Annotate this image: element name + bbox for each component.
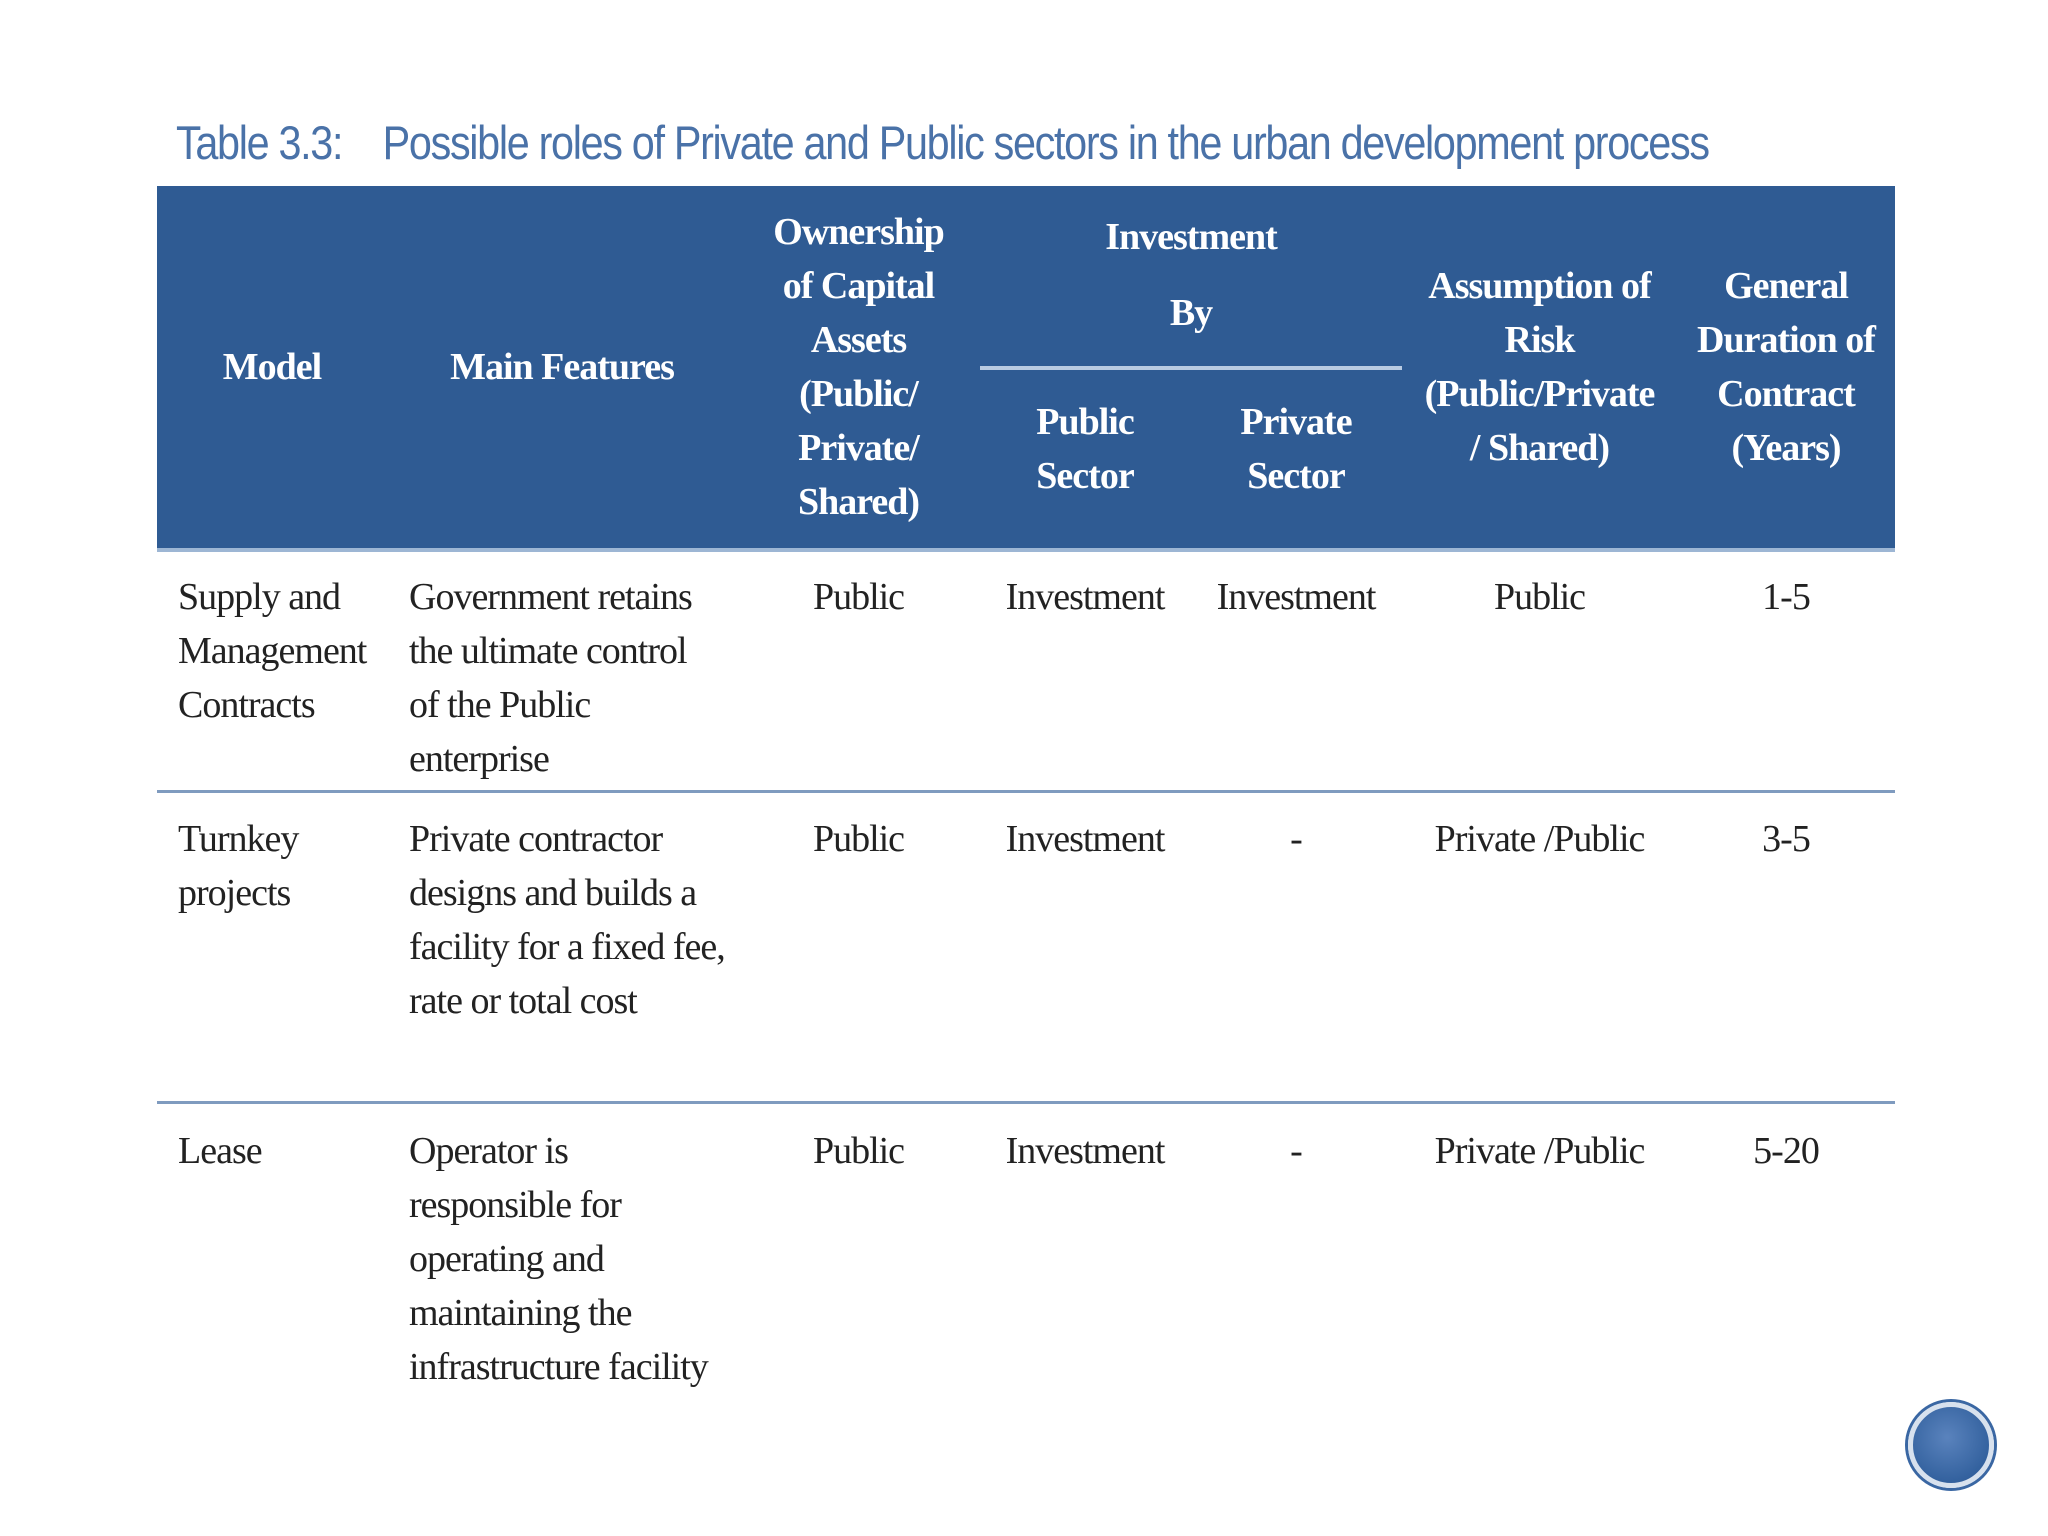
row3-features: Operator is responsible for operating and maintaining the infrastructure facility [409,1130,708,1388]
header-main-features: Main Features [450,346,674,388]
row1-ownership: Public [812,576,905,618]
table-number: Table 3.3: [176,116,343,169]
header-risk: Assumption of Risk (Public/Private / Shared) [1424,265,1655,469]
row2-features: Private contractor designs and builds a facility for a fixed fee, rate or total cost [409,818,725,1022]
row1-private-sector: Investment [1216,576,1376,618]
row3-risk: Private /Public [1434,1130,1645,1172]
row1-model: Supply and Management Contracts [178,576,367,726]
row2-model: Turnkey projects [178,818,299,914]
row2-duration: 3-5 [1762,818,1810,860]
row2-public-sector: Investment [1005,818,1165,860]
row3-private-sector: - [1290,1130,1302,1172]
row1-risk: Public [1493,576,1586,618]
header-investment-by: Investment By [1105,216,1277,334]
row2-ownership: Public [812,818,905,860]
header-divider [157,548,1895,552]
header-model: Model [222,346,322,388]
header-private-sector: Private Sector [1240,401,1352,497]
header-public-sector: Public Sector [1036,401,1134,497]
header-duration: General Duration of Contract (Years) [1697,265,1875,469]
row3-model: Lease [178,1130,262,1172]
row3-public-sector: Investment [1005,1130,1165,1172]
header-ownership: Ownership of Capital Assets (Public/ Private/ Shared) [773,211,944,523]
row2-private-sector: - [1290,818,1302,860]
row-divider [157,1101,1895,1104]
row2-risk: Private /Public [1434,818,1645,860]
row1-duration: 1-5 [1762,576,1810,618]
table-title: Possible roles of Private and Public sectors in the urban development process [382,116,1709,169]
investment-divider [980,366,1402,370]
table-caption [176,115,1709,170]
row1-features: Government retains the ultimate control of the Public enterprise [409,576,692,780]
row-divider [157,790,1895,793]
row3-duration: 5-20 [1753,1130,1819,1172]
row1-public-sector: Investment [1005,576,1165,618]
row3-ownership: Public [812,1130,905,1172]
circle-nav-icon[interactable] [1908,1402,1994,1488]
